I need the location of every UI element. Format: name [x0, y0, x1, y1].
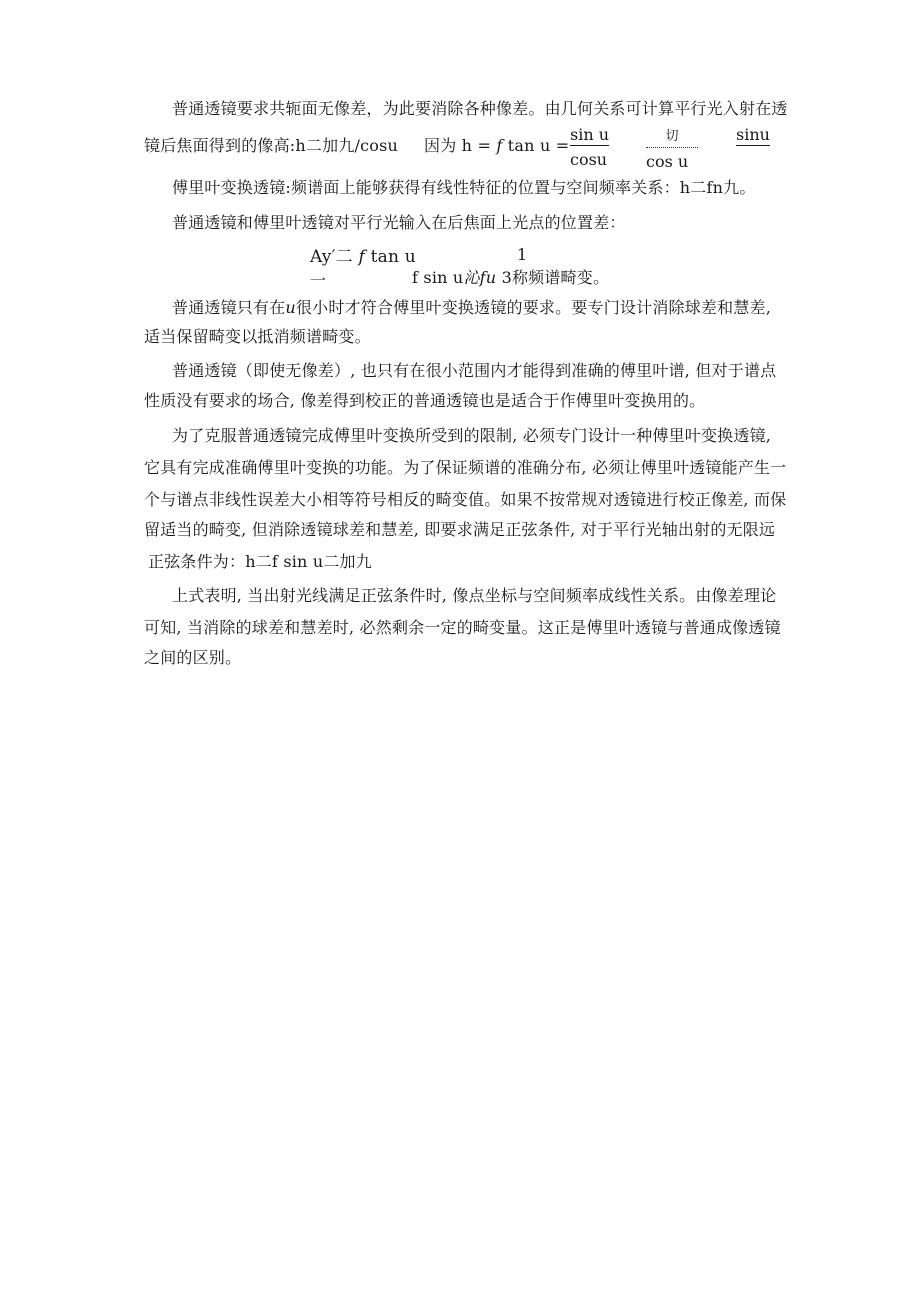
- paragraph-6-line-1: 为了克服普通透镜完成傅里叶变换所受到的限制, 必须专门设计一种傅里叶变换透镜,: [172, 426, 772, 445]
- paragraph-6-line-4: 留适当的畸变, 但消除透镜球差和慧差, 即要求满足正弦条件, 对于平行光轴出射的无限远: [144, 520, 776, 539]
- equation-fu: fu: [479, 268, 497, 287]
- equation-distortion-text: 3称频谱畸变。: [496, 268, 610, 287]
- equation-line-2: [412, 268, 609, 288]
- paragraph-5-line-2: 性质没有要求的场合, 像差得到校正的普通透镜也是适合于作傅里叶变换用的。: [144, 391, 706, 410]
- formula-tan-text: tan u =: [502, 136, 570, 155]
- paragraph-4-line-2: 适当保留畸变以抵消频谱畸变。: [144, 327, 371, 346]
- paragraph-3: 普通透镜和傅里叶透镜对平行光输入在后焦面上光点的位置差：: [172, 213, 626, 232]
- paragraph-6-line-2: 它具有完成准确傅里叶变换的功能。为了保证频谱的准确分布, 必须让傅里叶透镜能产生一: [144, 458, 787, 477]
- fraction-3-numerator: sinu: [736, 125, 770, 144]
- equation-approx: 沁: [463, 268, 480, 287]
- paragraph-7-line-3: 之间的区别。: [144, 648, 242, 667]
- equation-fsinu: f sin u: [412, 268, 464, 287]
- paragraph-6-line-3: 个与谱点非线性误差大小相等符号相反的畸变值。如果不按常规对透镜进行校正像差, 而保: [144, 490, 787, 509]
- fraction-1-denominator: cosu: [570, 150, 608, 169]
- paragraph-4-text-a: 普通透镜只有在: [172, 298, 286, 317]
- paragraph-6-line-5: 正弦条件为：h二f sin u二加九: [148, 552, 372, 571]
- paragraph-1-line-2: 镜后焦面得到的像高:h二加九/cosu: [144, 136, 398, 155]
- equation-delta-y: Ay′二: [310, 247, 359, 267]
- paragraph-5-line-1: 普通透镜（即使无像差）, 也只有在很小范围内才能得到准确的傅里叶谱, 但对于谱点: [172, 361, 777, 380]
- equation-line-1: [310, 247, 416, 267]
- paragraph-7-line-2: 可知, 当消除的球差和慧差时, 必然剩余一定的畸变量。这正是傅里叶透镜与普通成像透镜: [144, 618, 781, 637]
- formula-f-symbol: f: [496, 136, 503, 155]
- paragraph-4-line-1: [172, 298, 771, 318]
- paragraph-2: 傅里叶变换透镜:频谱面上能够获得有线性特征的位置与空间频率关系：h二fn九。: [172, 178, 756, 197]
- paragraph-4-text-b: 很小时才符合傅里叶变换透镜的要求。要专门设计消除球差和慧差,: [295, 298, 772, 317]
- fraction-2-numerator: 切: [646, 128, 698, 148]
- formula-because-text: 因为 h =: [424, 136, 497, 155]
- equation-dash: 一: [310, 271, 327, 290]
- formula-because: [424, 136, 569, 156]
- fraction-1-numerator: sin u: [570, 125, 610, 144]
- equation-tan-u: tan u: [364, 247, 416, 267]
- paragraph-4-u-symbol: u: [285, 298, 296, 317]
- fraction-2-denominator: cos u: [646, 152, 689, 171]
- equation-f-symbol: f: [358, 247, 365, 267]
- paragraph-1-line-1: 普通透镜要求共轭面无像差，为此要消除各种像差。由几何关系可计算平行光入射在透: [172, 99, 788, 118]
- equation-one: 1: [517, 245, 528, 264]
- paragraph-7-line-1: 上式表明, 当出射光线满足正弦条件时, 像点坐标与空间频率成线性关系。由像差理论: [172, 586, 777, 605]
